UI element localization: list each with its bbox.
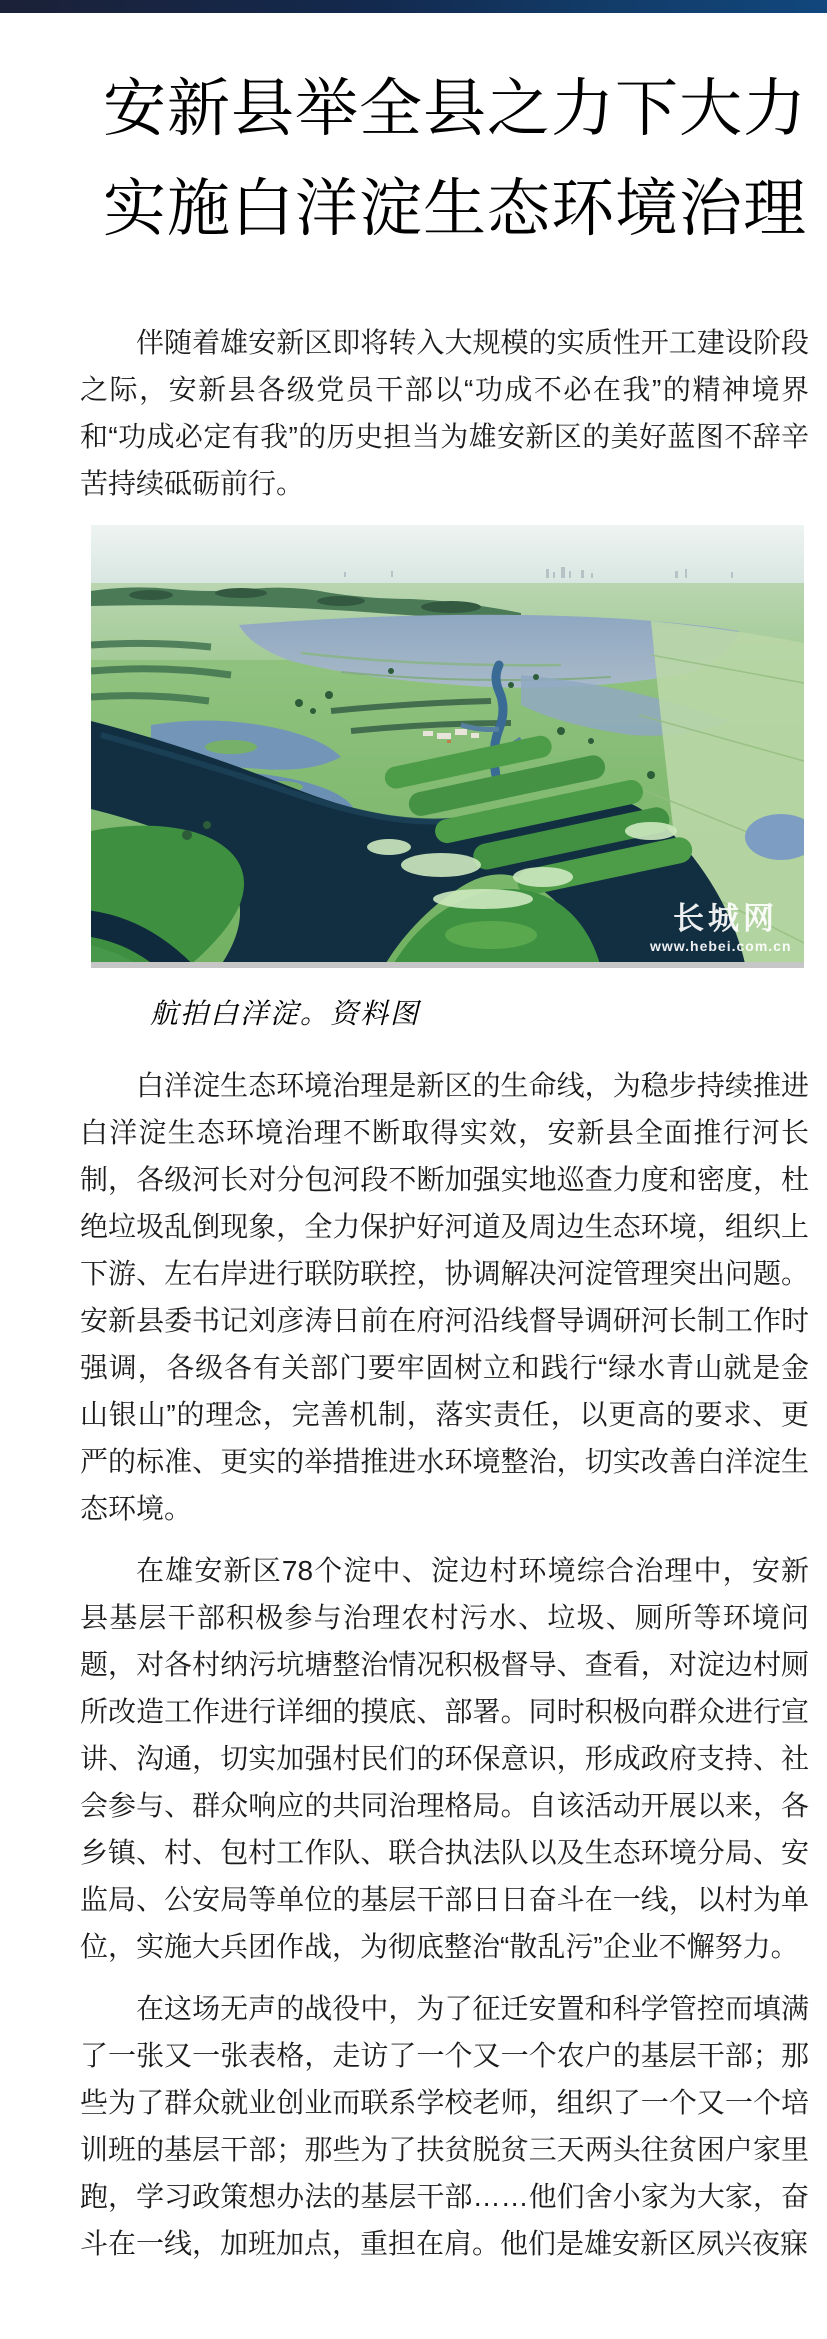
photo-bottom-strip	[91, 962, 804, 968]
paragraph-intro: 伴随着雄安新区即将转入大规模的实质性开工建设阶段之际，安新县各级党员干部以“功成不必在我”的精神境界和“功成必定有我”的历史担当为雄安新区的美好蓝图不辞辛苦持续砥砺前行。	[80, 327, 809, 499]
photo-caption: 航拍白洋淀。资料图	[150, 999, 421, 1030]
article-body	[80, 319, 809, 2267]
article-figure	[80, 525, 809, 1032]
paragraph-cadres: 在这场无声的战役中，为了征迁安置和科学管控而填满了一张又一张表格，走访了一个又一个农户的基层干部；那些为了群众就业创业而联系学校老师，组织了一个又一个培训班的基层干部；那些为了扶贫脱贫三天两头往贫困户家里跑，学习政策想办法的基层干部……他们舍小家为大家，奋斗在一线，加班加点，重担在肩。他们是雄安新区夙兴夜寐	[80, 1993, 809, 2259]
baiyangdian-aerial-photo	[91, 525, 804, 968]
photo-sky	[91, 525, 804, 583]
article-title: 安新县举全县之力下大力实施白洋淀生态环境治理	[103, 74, 807, 244]
reed-texture	[445, 921, 537, 949]
paragraph-village-treatment: 在雄安新区78个淀中、淀边村环境综合治理中，安新县基层干部积极参与治理农村污水、垃圾、厕所等环境问题，对各村纳污坑塘整治情况积极督导、查看，对淀边村厕所改造工作进行详细的摸底、部署。同时积极向群众进行宣讲、沟通，切实加强村民们的环保意识，形成政府支持、社会参与、群众响应的共同治理格局。自该活动开展以来，各乡镇、村、包村工作队、联合执法队以及生态环境分局、安监局、公安局等单位的基层干部日日奋斗在一线，以村为单位，实施大兵团作战，为彻底整治“散乱污”企业不懈努力。	[80, 1555, 809, 1962]
paragraph-river-chief: 白洋淀生态环境治理是新区的生命线，为稳步持续推进白洋淀生态环境治理不断取得实效，安新县全面推行河长制，各级河长对分包河段不断加强实地巡查力度和密度，杜绝垃圾乱倒现象，全力保护好河道及周边生态环境，组织上下游、左右岸进行联防联控，协调解决河淀管理突出问题。安新县委书记刘彦涛日前在府河沿线督导调研河长制工作时强调，各级各有关部门要牢固树立和践行“绿水青山就是金山银山”的理念，完善机制，落实责任，以更高的要求、更严的标准、更实的举措推进水环境整治，切实改善白洋淀生态环境。	[80, 1070, 809, 1524]
watermark-site-name: 长城网	[673, 901, 778, 936]
top-accent-bar	[0, 0, 827, 13]
watermark-site-url: www.hebei.com.cn	[650, 938, 792, 954]
